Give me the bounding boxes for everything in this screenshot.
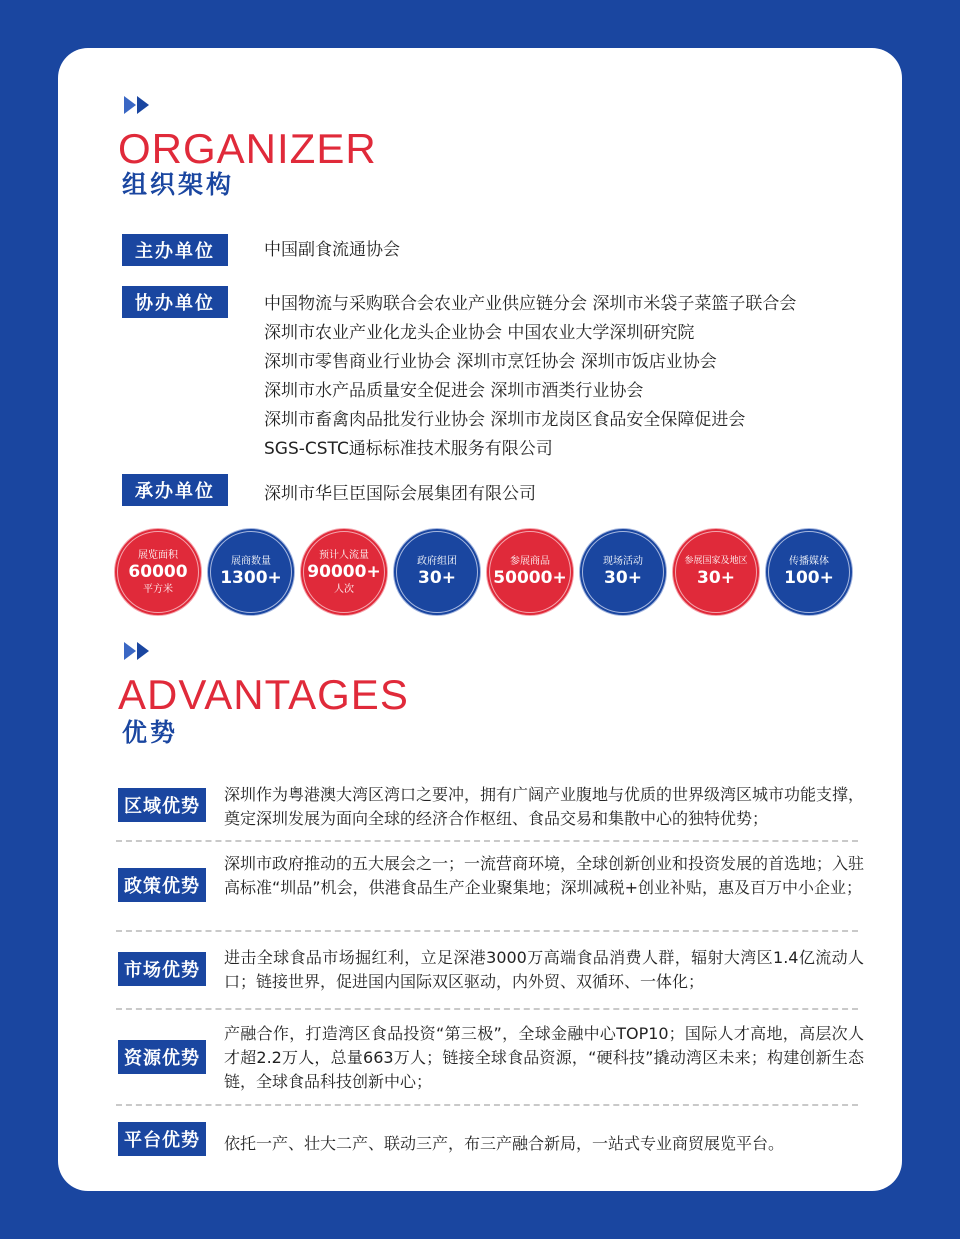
stat-circle-government-groups bbox=[393, 528, 481, 616]
divider bbox=[116, 1104, 858, 1106]
stat-value: 30+ bbox=[418, 568, 456, 588]
double-chevron-icon bbox=[124, 642, 158, 662]
contractor-label: 承办单位 bbox=[122, 474, 228, 506]
co-organizer-line: 中国物流与采购联合会农业产业供应链分会 深圳市米袋子菜篮子联合会 bbox=[264, 294, 797, 314]
stat-value: 30+ bbox=[697, 568, 735, 588]
divider bbox=[116, 930, 858, 932]
advantage-text-platform: 依托一产、壮大二产、联动三产，布三产融合新局，一站式专业商贸展览平台。 bbox=[224, 1134, 785, 1153]
stat-unit: 人次 bbox=[334, 583, 354, 595]
contractor-line: 深圳市华巨臣国际会展集团有限公司 bbox=[264, 484, 536, 504]
contractor-text bbox=[264, 480, 536, 509]
co-organizer-line: 深圳市水产品质量安全促进会 深圳市酒类行业协会 bbox=[264, 381, 644, 401]
host-line: 中国副食流通协会 bbox=[264, 240, 400, 260]
stat-label: 展览面积 bbox=[138, 549, 178, 561]
co-organizer-line: SGS-CSTC通标标准技术服务有限公司 bbox=[264, 439, 553, 459]
advantage-label-platform: 平台优势 bbox=[118, 1122, 206, 1156]
stat-circle-products bbox=[486, 528, 574, 616]
stat-circle-onsite-events bbox=[579, 528, 667, 616]
advantage-text-region: 深圳作为粤港澳大湾区湾口之要冲，拥有广阔产业腹地与优质的世界级湾区城市功能支撑，奠定深圳发展为面向全球的经济合作枢纽、食品交易和集散中心的独特优势； bbox=[224, 785, 865, 828]
advantage-label-market: 市场优势 bbox=[118, 952, 206, 986]
advantage-text-market: 进击全球食品市场掘红利，立足深港3000万高端食品消费人群，辐射大湾区1.4亿流动人口；链接世界，促进国内国际双区驱动，内外贸、双循环、一体化； bbox=[224, 948, 864, 991]
advantages-title-en: ADVANTAGES bbox=[118, 671, 409, 718]
advantage-text-policy: 深圳市政府推动的五大展会之一；一流营商环境，全球创新创业和投资发展的首选地；入驻高标准“圳品”机会，供港食品生产企业聚集地；深圳减税+创业补贴，惠及百万中小企业； bbox=[224, 854, 865, 897]
stat-value: 100+ bbox=[784, 568, 834, 588]
co-organizer-line: 深圳市零售商业行业协会 深圳市烹饪协会 深圳市饭店业协会 bbox=[264, 352, 717, 372]
advantages-title-cn: 优势 bbox=[122, 718, 179, 747]
advantage-text-resource: 产融合作，打造湾区食品投资“第三极”，全球金融中心TOP10；国际人才高地，高层次人才超2.2万人，总量663万人；链接全球食品资源，“硬科技”撬动湾区未来；构建创新生态链，全球食品科技创新中心； bbox=[224, 1024, 864, 1091]
co-organizer-line: 深圳市畜禽肉品批发行业协会 深圳市龙岗区食品安全保障促进会 bbox=[264, 410, 746, 430]
stat-circle-exhibition-area bbox=[114, 528, 202, 616]
stat-unit: 平方米 bbox=[143, 583, 173, 595]
host-text bbox=[264, 236, 400, 265]
stat-circle-countries bbox=[672, 528, 760, 616]
stat-label: 传播媒体 bbox=[789, 556, 829, 567]
stat-circle-visitors bbox=[300, 528, 388, 616]
content-card bbox=[58, 48, 902, 1191]
stat-value: 90000+ bbox=[307, 561, 381, 582]
organizer-title-cn: 组织架构 bbox=[122, 170, 235, 199]
stat-label: 现场活动 bbox=[603, 556, 643, 567]
stat-value: 60000 bbox=[128, 561, 188, 582]
host-label: 主办单位 bbox=[122, 234, 228, 266]
advantage-label-region: 区域优势 bbox=[118, 788, 206, 822]
stat-label: 预计人流量 bbox=[319, 549, 369, 561]
stat-label: 参展商品 bbox=[510, 556, 550, 567]
stat-label: 展商数量 bbox=[231, 556, 271, 567]
organizer-title-en: ORGANIZER bbox=[118, 125, 377, 172]
double-chevron-icon bbox=[124, 96, 158, 116]
stat-label: 政府组团 bbox=[417, 556, 457, 567]
stat-label: 参展国家及地区 bbox=[684, 556, 748, 566]
advantage-label-resource: 资源优势 bbox=[118, 1040, 206, 1074]
stat-circle-media bbox=[765, 528, 853, 616]
co-organizer-label: 协办单位 bbox=[122, 286, 228, 318]
advantage-label-policy: 政策优势 bbox=[118, 868, 206, 902]
stat-value: 30+ bbox=[604, 568, 642, 588]
stat-value: 50000+ bbox=[493, 568, 567, 588]
divider bbox=[116, 1008, 858, 1010]
co-organizer-line: 深圳市农业产业化龙头企业协会 中国农业大学深圳研究院 bbox=[264, 323, 695, 343]
stat-circle-exhibitors bbox=[207, 528, 295, 616]
co-organizer-list bbox=[264, 290, 796, 464]
stat-value: 1300+ bbox=[220, 568, 282, 588]
divider bbox=[116, 840, 858, 842]
